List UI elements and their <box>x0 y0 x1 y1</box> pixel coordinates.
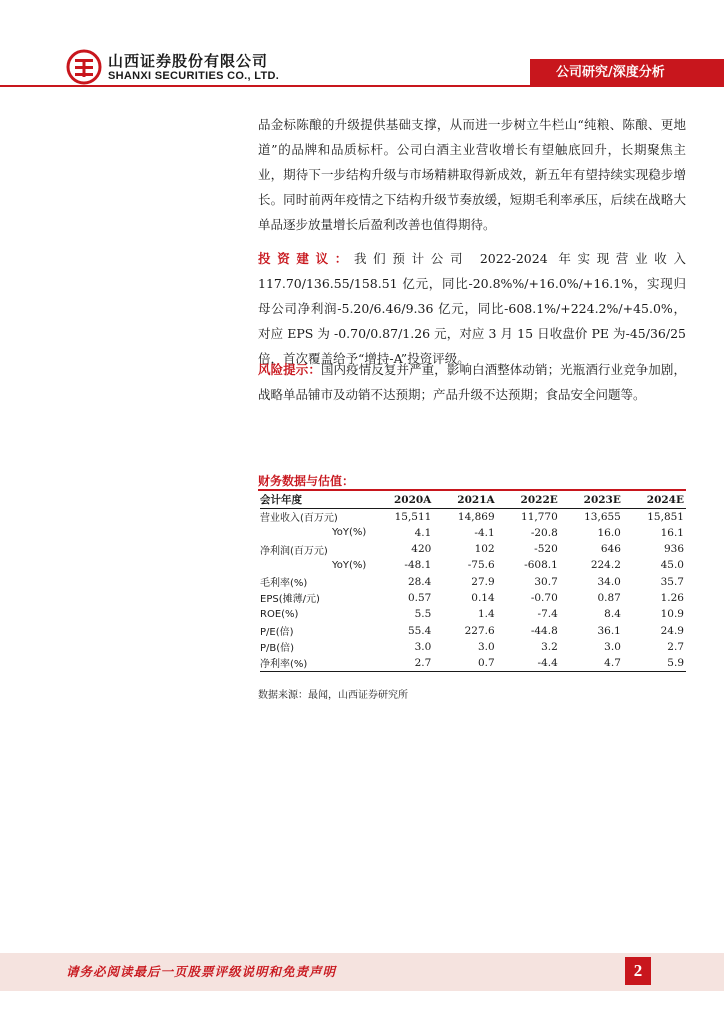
row-label: 净利润(百万元) <box>260 545 328 557</box>
row-label: EPS(摊薄/元) <box>260 594 320 606</box>
row-label: ROE(%) <box>260 608 299 620</box>
table-cell: 24.9 <box>660 624 684 637</box>
table-cell: 3.0 <box>477 640 495 653</box>
table-cell: 0.14 <box>471 591 495 604</box>
table-cell: 14,869 <box>457 510 495 523</box>
table-row <box>260 557 686 573</box>
table-row <box>260 606 686 622</box>
table-cell: 13,655 <box>584 510 621 523</box>
table-cell: 2.7 <box>667 640 684 653</box>
table-cell: 1.26 <box>660 591 684 604</box>
table-cell: 3.0 <box>604 640 621 653</box>
table-cell: 16.1 <box>660 526 684 539</box>
table-row <box>260 655 686 671</box>
page-number: 2 <box>625 957 651 985</box>
table-cell: 646 <box>600 543 621 556</box>
table-cell: 35.7 <box>660 575 684 588</box>
table-cell: 224.2 <box>590 559 621 572</box>
header-cell: 2020A <box>370 492 433 508</box>
table-cell: 5.9 <box>623 655 686 671</box>
investment-advice-paragraph <box>258 246 686 371</box>
header-cell: 2021A <box>433 492 496 508</box>
header-divider <box>0 85 724 87</box>
table-cell: 16.0 <box>597 526 621 539</box>
table-cell: 420 <box>411 543 432 556</box>
table-cell: 15,511 <box>394 510 432 523</box>
table-cell: 36.1 <box>597 624 621 637</box>
header-cell: 2022E <box>497 492 560 508</box>
table-title-divider <box>258 489 686 491</box>
table-cell: 15,851 <box>647 510 684 523</box>
table-row <box>260 573 686 589</box>
section-banner: 公司研究/深度分析 <box>530 59 724 87</box>
table-header-row <box>260 492 686 508</box>
table-row <box>260 541 686 557</box>
table-cell: 28.4 <box>407 575 432 588</box>
body-paragraph-1: 品金标陈酿的升级提供基础支撑，从而进一步树立牛栏山“纯粮、陈酿、更地道”的品牌和品质标杆。公司白酒主业营收增长有望触底回升，长期聚焦主业，期待下一步结构升级与市场精耕取得新成效，新五年有望持续实现稳步增长。同时前两年疫情之下结构升级节奏放缓，短期毛利率承压，后续在战略大单品逐步放量增长后盈利改善也值得期待。 <box>258 117 686 232</box>
table-cell: 4.1 <box>414 526 432 539</box>
table-cell: 10.9 <box>660 608 684 621</box>
row-label: YoY(%) <box>332 527 367 539</box>
table-cell: -4.4 <box>497 655 560 671</box>
company-name-en: SHANXI SECURITIES CO., LTD. <box>108 70 280 82</box>
table-cell: 45.0 <box>660 559 684 572</box>
investment-advice-text: 我们预计公司 2022-2024 年实现营业收入 117.70/136.55/158.51 亿元，同比-20.8%%/+16.0%/+16.1%，实现归母公司净利润-5.20/6.46/9.36 亿元，同比-608.1%/+224.2%/+45.0%，对应 EPS 为 -0.70/0.87/1.26 元，对应 3 月 15 日收盘价 PE 为-45/36/25 倍，首次覆盖给予“增持-A”投资评级。 <box>258 251 686 366</box>
table-cell: 936 <box>663 543 684 556</box>
table-cell: -48.1 <box>404 559 432 572</box>
table-cell: 55.4 <box>407 624 432 637</box>
table-cell: 8.4 <box>604 608 621 621</box>
table-cell: -7.4 <box>537 608 558 621</box>
risk-warning-text: 国内疫情反复并严重，影响白酒整体动销；光瓶酒行业竞争加剧，战略单品铺市及动销不达预期；产品升级不达预期；食品安全问题等。 <box>258 362 686 402</box>
row-label: 毛利率(%) <box>260 578 308 590</box>
table-cell: -4.1 <box>474 526 495 539</box>
financial-table <box>260 492 686 672</box>
investment-advice-label: 投资建议： <box>258 251 354 266</box>
table-cell: -520 <box>534 543 558 556</box>
table-cell: -0.70 <box>530 591 558 604</box>
table-cell: 102 <box>474 543 495 556</box>
table-row <box>260 639 686 655</box>
table-row <box>260 525 686 541</box>
table-title: 财务数据与估值： <box>258 474 355 488</box>
header-cell: 会计年度 <box>260 492 370 508</box>
table-row <box>260 508 686 524</box>
table-cell: 3.2 <box>541 640 558 653</box>
table-cell: 2.7 <box>370 655 433 671</box>
table-cell: -20.8 <box>530 526 558 539</box>
table-cell: 4.7 <box>560 655 623 671</box>
table-cell: 34.0 <box>597 575 621 588</box>
header-cell: 2024E <box>623 492 686 508</box>
row-label: P/E(倍) <box>260 627 294 639</box>
table-cell: 5.5 <box>414 608 432 621</box>
table-cell: -608.1 <box>524 559 558 572</box>
row-label: P/B(倍) <box>260 643 295 655</box>
table-cell: 0.87 <box>597 591 621 604</box>
risk-warning-paragraph <box>258 357 686 407</box>
header-cell: 2023E <box>560 492 623 508</box>
table-cell: 30.7 <box>534 575 558 588</box>
company-logo-icon <box>66 49 102 85</box>
table-cell: 11,770 <box>521 510 558 523</box>
row-label: 净利率(%) <box>260 655 370 671</box>
risk-warning-label: 风险提示： <box>258 362 321 377</box>
table-cell: -44.8 <box>530 624 558 637</box>
table-cell: -75.6 <box>467 559 495 572</box>
table-cell: 3.0 <box>414 640 432 653</box>
table-row <box>260 622 686 638</box>
table-cell: 0.57 <box>407 591 432 604</box>
table-cell: 227.6 <box>464 624 495 637</box>
table-cell: 1.4 <box>477 608 495 621</box>
table-cell: 27.9 <box>471 575 495 588</box>
company-name-cn: 山西证券股份有限公司 <box>108 52 269 70</box>
table-source-note: 数据来源：最闻，山西证券研究所 <box>258 690 408 701</box>
table-row <box>260 590 686 606</box>
row-label: YoY(%) <box>332 559 367 571</box>
row-label: 营业收入(百万元) <box>260 513 338 525</box>
footer-disclaimer: 请务必阅读最后一页股票评级说明和免责声明 <box>66 964 337 979</box>
table-cell: 0.7 <box>433 655 496 671</box>
